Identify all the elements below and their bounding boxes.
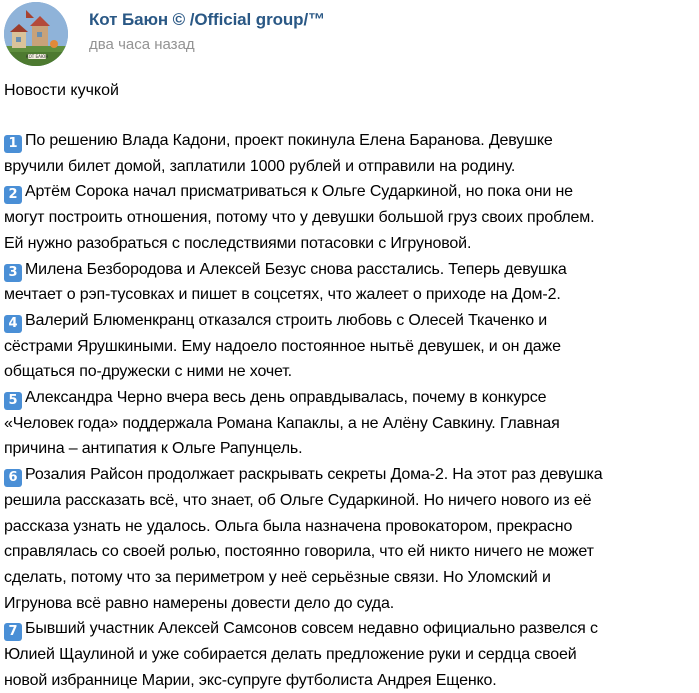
- news-item-line: Ей нужно разобраться с последствиями потасовки с Игруновой.: [4, 234, 472, 252]
- news-item: [4, 128, 694, 179]
- post-text: [4, 78, 694, 693]
- news-item-line: Розалия Райсон продолжает раскрывать секреты Дома-2. На этот раз девушка: [25, 466, 603, 484]
- cat-house-avatar-icon: [4, 2, 68, 66]
- news-item-line: Юлией Щаулиной и уже собирается делать предложение руки и сердца своей: [4, 646, 577, 664]
- news-item-line: Бывший участник Алексей Самсонов совсем недавно официально развелся с: [25, 620, 598, 638]
- news-item-line: Артём Сорока начал присматриваться к Ольге Сударкиной, но пока они не: [25, 183, 573, 201]
- news-item-line: мечтает о рэп-тусовках и пишет в соцсетях, что жалеет о приходе на Дом-2.: [4, 286, 561, 304]
- news-item-line: Милена Безбородова и Алексей Безус снова расстались. Теперь девушка: [25, 260, 567, 278]
- news-item-line: новой избраннице Марии, экс-супруге футболиста Андрея Ещенко.: [4, 671, 497, 689]
- post-title: Новости кучкой: [4, 82, 119, 99]
- keycap-number-icon: 1: [4, 135, 22, 153]
- news-item-line: Валерий Блюменкранц отказался строить любовь с Олесей Ткаченко и: [25, 311, 548, 329]
- news-item-line: решила рассказать всё, что знает, об Ольге Сударкиной. Но ничего нового из её: [4, 491, 592, 509]
- news-item-line: сделать, потому что за периметром у неё серьёзные связи. Но Уломский и: [4, 568, 551, 586]
- news-item-line: Игрунова всё равно намерены довести дело до суда.: [4, 594, 395, 612]
- news-item-line: вручили билет домой, заплатили 1000 рублей и отправили на родину.: [4, 157, 516, 175]
- news-item-line: могут построить отношения, потому что у девушки большой груз своих проблем.: [4, 209, 595, 227]
- news-item: [4, 385, 694, 462]
- news-item-line: рассказа узнать не удалось. Ольга была назначена провокатором, прекрасно: [4, 517, 573, 535]
- post-header: [0, 0, 699, 70]
- news-item-line: причина – антипатия к Ольге Рапунцель.: [4, 440, 303, 458]
- news-item: [4, 462, 694, 616]
- post-time-link[interactable]: два часа назад: [89, 36, 195, 53]
- keycap-number-icon: 7: [4, 623, 22, 641]
- news-item-line: Александра Черно вчера весь день оправдывалась, почему в конкурсе: [25, 389, 547, 407]
- news-list: [4, 128, 694, 693]
- author-name-link[interactable]: Кот Баюн © /Official group/™: [89, 10, 325, 29]
- group-avatar[interactable]: [4, 2, 68, 66]
- keycap-number-icon: 2: [4, 186, 22, 204]
- keycap-number-icon: 4: [4, 315, 22, 333]
- news-item-line: общаться по-дружески с ними не хочет.: [4, 363, 292, 381]
- news-item: [4, 257, 694, 308]
- news-item-line: сёстрами Ярушкиными. Ему надоело постоянное нытьё девушек, и он даже: [4, 337, 561, 355]
- news-item: [4, 179, 694, 256]
- news-item-line: «Человек года» поддержала Романа Капаклы, а не Алёну Савкину. Главная: [4, 414, 560, 432]
- news-item-line: справлялась со своей ролью, постоянно говорила, что ей никто ничего не может: [4, 543, 594, 561]
- svg-text:КОТ БАЮН: КОТ БАЮН: [25, 54, 49, 60]
- news-item: [4, 308, 694, 385]
- keycap-number-icon: 6: [4, 469, 22, 487]
- news-item: [4, 616, 694, 693]
- keycap-number-icon: 3: [4, 264, 22, 282]
- news-item-line: По решению Влада Кадони, проект покинула Елена Баранова. Девушке: [25, 132, 553, 149]
- keycap-number-icon: 5: [4, 392, 22, 410]
